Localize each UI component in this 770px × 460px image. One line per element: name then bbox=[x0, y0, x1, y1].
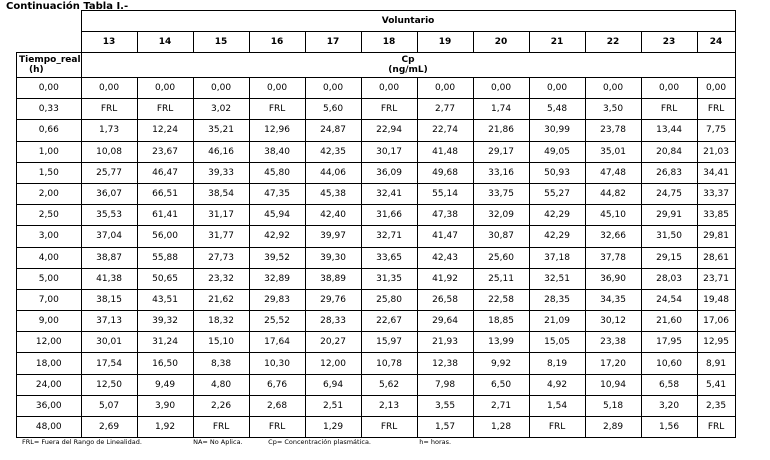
value-cell: 34,35 bbox=[585, 289, 641, 310]
value-cell: 66,51 bbox=[137, 183, 193, 204]
value-cell: 2,68 bbox=[249, 395, 305, 416]
value-cell: 37,04 bbox=[81, 226, 137, 247]
value-cell: 1,56 bbox=[641, 417, 697, 438]
time-cell: 0,33 bbox=[17, 99, 82, 120]
footnote-cp: Cp= Concentración plasmática. bbox=[268, 438, 372, 446]
table-row bbox=[17, 99, 736, 120]
value-cell: 6,50 bbox=[473, 374, 529, 395]
value-cell: 39,33 bbox=[193, 162, 249, 183]
value-cell: 45,94 bbox=[249, 205, 305, 226]
value-cell: 13,44 bbox=[641, 120, 697, 141]
value-cell: 30,17 bbox=[361, 141, 417, 162]
value-cell: 49,05 bbox=[529, 141, 585, 162]
value-cell: FRL bbox=[81, 99, 137, 120]
time-cell: 1,00 bbox=[17, 141, 82, 162]
table-row bbox=[17, 141, 736, 162]
value-cell: 10,30 bbox=[249, 353, 305, 374]
time-cell: 36,00 bbox=[17, 395, 82, 416]
value-cell: 0,00 bbox=[81, 78, 137, 99]
value-cell: 4,92 bbox=[529, 374, 585, 395]
value-cell: 29,83 bbox=[249, 289, 305, 310]
value-cell: 17,54 bbox=[81, 353, 137, 374]
value-cell: 55,27 bbox=[529, 183, 585, 204]
value-cell: 24,87 bbox=[305, 120, 361, 141]
value-cell: 23,32 bbox=[193, 268, 249, 289]
value-cell: 45,38 bbox=[305, 183, 361, 204]
value-cell: 10,94 bbox=[585, 374, 641, 395]
value-cell: 27,73 bbox=[193, 247, 249, 268]
value-cell: 42,35 bbox=[305, 141, 361, 162]
column-header: 13 bbox=[81, 32, 137, 53]
footnote-frl: FRL= Fuera del Rango de Linealidad. bbox=[22, 438, 142, 446]
table-caption: Continuación Tabla I.- bbox=[6, 1, 129, 12]
value-cell: 25,80 bbox=[361, 289, 417, 310]
value-cell: 47,38 bbox=[417, 205, 473, 226]
value-cell: 15,97 bbox=[361, 332, 417, 353]
table-row bbox=[17, 183, 736, 204]
value-cell: 0,00 bbox=[641, 78, 697, 99]
column-header: 19 bbox=[417, 32, 473, 53]
value-cell: 12,50 bbox=[81, 374, 137, 395]
value-cell: 0,00 bbox=[361, 78, 417, 99]
value-cell: 29,17 bbox=[473, 141, 529, 162]
value-cell: 12,00 bbox=[305, 353, 361, 374]
column-header: 14 bbox=[137, 32, 193, 53]
time-cell: 2,50 bbox=[17, 205, 82, 226]
value-cell: 39,32 bbox=[137, 311, 193, 332]
header-row-group bbox=[17, 11, 736, 32]
value-cell: 29,64 bbox=[417, 311, 473, 332]
value-cell: 17,95 bbox=[641, 332, 697, 353]
value-cell: 13,99 bbox=[473, 332, 529, 353]
value-cell: 36,09 bbox=[361, 162, 417, 183]
value-cell: FRL bbox=[137, 99, 193, 120]
value-cell: 32,41 bbox=[361, 183, 417, 204]
value-cell: 2,77 bbox=[417, 99, 473, 120]
value-cell: 41,48 bbox=[417, 141, 473, 162]
column-header: 16 bbox=[249, 32, 305, 53]
value-cell: 2,35 bbox=[697, 395, 735, 416]
value-cell: 2,89 bbox=[585, 417, 641, 438]
value-cell: 28,03 bbox=[641, 268, 697, 289]
table-row bbox=[17, 247, 736, 268]
value-cell: 29,81 bbox=[697, 226, 735, 247]
time-cell: 12,00 bbox=[17, 332, 82, 353]
value-cell: 23,38 bbox=[585, 332, 641, 353]
value-cell: 31,24 bbox=[137, 332, 193, 353]
time-cell: 0,66 bbox=[17, 120, 82, 141]
value-cell: 17,06 bbox=[697, 311, 735, 332]
value-cell: 15,05 bbox=[529, 332, 585, 353]
value-cell: 33,85 bbox=[697, 205, 735, 226]
value-cell: 42,29 bbox=[529, 205, 585, 226]
value-cell: 1,29 bbox=[305, 417, 361, 438]
value-cell: 8,91 bbox=[697, 353, 735, 374]
value-cell: 22,74 bbox=[417, 120, 473, 141]
value-cell: 9,49 bbox=[137, 374, 193, 395]
value-cell: 47,35 bbox=[249, 183, 305, 204]
value-cell: 0,00 bbox=[305, 78, 361, 99]
value-cell: 21,03 bbox=[697, 141, 735, 162]
value-cell: 33,16 bbox=[473, 162, 529, 183]
value-cell: 37,78 bbox=[585, 247, 641, 268]
value-cell: 49,68 bbox=[417, 162, 473, 183]
value-cell: 26,58 bbox=[417, 289, 473, 310]
value-cell: 41,92 bbox=[417, 268, 473, 289]
value-cell: 16,50 bbox=[137, 353, 193, 374]
value-cell: 0,00 bbox=[697, 78, 735, 99]
value-cell: 31,50 bbox=[641, 226, 697, 247]
value-cell: 50,93 bbox=[529, 162, 585, 183]
value-cell: FRL bbox=[641, 99, 697, 120]
value-cell: 32,71 bbox=[361, 226, 417, 247]
value-cell: 21,93 bbox=[417, 332, 473, 353]
value-cell: 29,91 bbox=[641, 205, 697, 226]
value-cell: 21,62 bbox=[193, 289, 249, 310]
value-cell: 19,48 bbox=[697, 289, 735, 310]
value-cell: 31,66 bbox=[361, 205, 417, 226]
value-cell: 39,97 bbox=[305, 226, 361, 247]
value-cell: 0,00 bbox=[473, 78, 529, 99]
value-cell: FRL bbox=[249, 99, 305, 120]
table-row bbox=[17, 205, 736, 226]
value-cell: 38,15 bbox=[81, 289, 137, 310]
value-cell: 28,33 bbox=[305, 311, 361, 332]
value-cell: 22,67 bbox=[361, 311, 417, 332]
time-cell: 9,00 bbox=[17, 311, 82, 332]
value-cell: 10,60 bbox=[641, 353, 697, 374]
value-cell: 17,64 bbox=[249, 332, 305, 353]
value-cell: 55,14 bbox=[417, 183, 473, 204]
value-cell: 7,75 bbox=[697, 120, 735, 141]
value-cell: 35,01 bbox=[585, 141, 641, 162]
value-cell: 5,07 bbox=[81, 395, 137, 416]
value-cell: 9,92 bbox=[473, 353, 529, 374]
column-header: 15 bbox=[193, 32, 249, 53]
value-cell: 42,43 bbox=[417, 247, 473, 268]
value-cell: 24,75 bbox=[641, 183, 697, 204]
value-cell: 12,96 bbox=[249, 120, 305, 141]
time-cell: 0,00 bbox=[17, 78, 82, 99]
value-cell: 35,21 bbox=[193, 120, 249, 141]
value-cell: 0,00 bbox=[137, 78, 193, 99]
value-cell: FRL bbox=[249, 417, 305, 438]
value-cell: 8,19 bbox=[529, 353, 585, 374]
value-cell: 22,58 bbox=[473, 289, 529, 310]
value-cell: 21,09 bbox=[529, 311, 585, 332]
value-cell: 31,17 bbox=[193, 205, 249, 226]
value-cell: 6,58 bbox=[641, 374, 697, 395]
value-cell: 3,02 bbox=[193, 99, 249, 120]
value-cell: 2,26 bbox=[193, 395, 249, 416]
value-cell: 3,20 bbox=[641, 395, 697, 416]
table-row bbox=[17, 353, 736, 374]
table-row bbox=[17, 226, 736, 247]
value-cell: 2,13 bbox=[361, 395, 417, 416]
value-cell: 31,77 bbox=[193, 226, 249, 247]
header-row-columns bbox=[17, 32, 736, 53]
value-cell: 5,60 bbox=[305, 99, 361, 120]
value-cell: 42,92 bbox=[249, 226, 305, 247]
value-cell: 33,75 bbox=[473, 183, 529, 204]
value-cell: 1,28 bbox=[473, 417, 529, 438]
value-cell: 5,18 bbox=[585, 395, 641, 416]
table-row bbox=[17, 311, 736, 332]
value-cell: 0,00 bbox=[417, 78, 473, 99]
value-cell: 32,51 bbox=[529, 268, 585, 289]
table-row bbox=[17, 332, 736, 353]
value-cell: 38,89 bbox=[305, 268, 361, 289]
value-cell: 41,47 bbox=[417, 226, 473, 247]
value-cell: 33,37 bbox=[697, 183, 735, 204]
value-cell: 25,52 bbox=[249, 311, 305, 332]
value-cell: 30,12 bbox=[585, 311, 641, 332]
value-cell: 38,40 bbox=[249, 141, 305, 162]
value-cell: 10,78 bbox=[361, 353, 417, 374]
value-cell: 61,41 bbox=[137, 205, 193, 226]
value-cell: 7,98 bbox=[417, 374, 473, 395]
column-header: 20 bbox=[473, 32, 529, 53]
header-row-units bbox=[17, 53, 736, 78]
value-cell: 17,20 bbox=[585, 353, 641, 374]
value-cell: 23,71 bbox=[697, 268, 735, 289]
value-cell: 31,35 bbox=[361, 268, 417, 289]
value-cell: 36,07 bbox=[81, 183, 137, 204]
time-cell: 3,00 bbox=[17, 226, 82, 247]
value-cell: 44,82 bbox=[585, 183, 641, 204]
table-row bbox=[17, 162, 736, 183]
value-cell: 38,54 bbox=[193, 183, 249, 204]
column-header: 22 bbox=[585, 32, 641, 53]
value-cell: 6,94 bbox=[305, 374, 361, 395]
value-cell: 41,38 bbox=[81, 268, 137, 289]
time-cell: 18,00 bbox=[17, 353, 82, 374]
table-row bbox=[17, 395, 736, 416]
table-row bbox=[17, 417, 736, 438]
table-row bbox=[17, 268, 736, 289]
value-cell: 29,15 bbox=[641, 247, 697, 268]
value-cell: 21,86 bbox=[473, 120, 529, 141]
value-cell: 1,54 bbox=[529, 395, 585, 416]
value-cell: 42,29 bbox=[529, 226, 585, 247]
value-cell: 26,83 bbox=[641, 162, 697, 183]
table-row bbox=[17, 78, 736, 99]
footnote-na: NA= No Aplica. bbox=[193, 438, 243, 446]
value-cell: 1,73 bbox=[81, 120, 137, 141]
voluntario-header: Voluntario bbox=[81, 11, 735, 32]
value-cell: FRL bbox=[697, 417, 735, 438]
value-cell: 50,65 bbox=[137, 268, 193, 289]
value-cell: 3,55 bbox=[417, 395, 473, 416]
value-cell: 32,66 bbox=[585, 226, 641, 247]
value-cell: 47,48 bbox=[585, 162, 641, 183]
footnote-h: h= horas. bbox=[419, 438, 452, 446]
value-cell: 1,74 bbox=[473, 99, 529, 120]
value-cell: 0,00 bbox=[193, 78, 249, 99]
cp-header: Cp (ng/mL) bbox=[81, 53, 735, 78]
value-cell: 6,76 bbox=[249, 374, 305, 395]
value-cell: 12,24 bbox=[137, 120, 193, 141]
value-cell: 0,00 bbox=[585, 78, 641, 99]
value-cell: 46,16 bbox=[193, 141, 249, 162]
value-cell: 18,32 bbox=[193, 311, 249, 332]
value-cell: 3,50 bbox=[585, 99, 641, 120]
value-cell: 46,47 bbox=[137, 162, 193, 183]
time-cell: 7,00 bbox=[17, 289, 82, 310]
time-cell: 2,00 bbox=[17, 183, 82, 204]
value-cell: FRL bbox=[361, 417, 417, 438]
value-cell: 25,60 bbox=[473, 247, 529, 268]
value-cell: 4,80 bbox=[193, 374, 249, 395]
value-cell: 30,01 bbox=[81, 332, 137, 353]
value-cell: 25,77 bbox=[81, 162, 137, 183]
value-cell: 1,92 bbox=[137, 417, 193, 438]
value-cell: 2,71 bbox=[473, 395, 529, 416]
value-cell: 5,48 bbox=[529, 99, 585, 120]
value-cell: 5,41 bbox=[697, 374, 735, 395]
table-row bbox=[17, 374, 736, 395]
value-cell: 5,62 bbox=[361, 374, 417, 395]
value-cell: 21,60 bbox=[641, 311, 697, 332]
value-cell: 0,00 bbox=[249, 78, 305, 99]
value-cell: 10,08 bbox=[81, 141, 137, 162]
value-cell: 28,35 bbox=[529, 289, 585, 310]
value-cell: 8,38 bbox=[193, 353, 249, 374]
value-cell: 23,67 bbox=[137, 141, 193, 162]
value-cell: 43,51 bbox=[137, 289, 193, 310]
time-cell: 5,00 bbox=[17, 268, 82, 289]
value-cell: 45,10 bbox=[585, 205, 641, 226]
value-cell: 45,80 bbox=[249, 162, 305, 183]
column-header: 18 bbox=[361, 32, 417, 53]
column-header: 23 bbox=[641, 32, 697, 53]
table-row bbox=[17, 120, 736, 141]
value-cell: 39,52 bbox=[249, 247, 305, 268]
value-cell: 56,00 bbox=[137, 226, 193, 247]
value-cell: 2,51 bbox=[305, 395, 361, 416]
value-cell: 20,27 bbox=[305, 332, 361, 353]
value-cell: 29,76 bbox=[305, 289, 361, 310]
value-cell: 22,94 bbox=[361, 120, 417, 141]
value-cell: 32,89 bbox=[249, 268, 305, 289]
value-cell: 23,78 bbox=[585, 120, 641, 141]
table-footnotes bbox=[22, 438, 451, 446]
column-header: 17 bbox=[305, 32, 361, 53]
column-header: 24 bbox=[697, 32, 735, 53]
value-cell: 2,69 bbox=[81, 417, 137, 438]
value-cell: 20,84 bbox=[641, 141, 697, 162]
value-cell: 42,40 bbox=[305, 205, 361, 226]
value-cell: 37,13 bbox=[81, 311, 137, 332]
value-cell: 18,85 bbox=[473, 311, 529, 332]
value-cell: 28,61 bbox=[697, 247, 735, 268]
time-cell: 1,50 bbox=[17, 162, 82, 183]
value-cell: 38,87 bbox=[81, 247, 137, 268]
value-cell: 34,41 bbox=[697, 162, 735, 183]
table-row bbox=[17, 289, 736, 310]
time-cell: 48,00 bbox=[17, 417, 82, 438]
value-cell: 33,65 bbox=[361, 247, 417, 268]
value-cell: 15,10 bbox=[193, 332, 249, 353]
value-cell: FRL bbox=[529, 417, 585, 438]
value-cell: 24,54 bbox=[641, 289, 697, 310]
value-cell: 35,53 bbox=[81, 205, 137, 226]
column-header: 21 bbox=[529, 32, 585, 53]
value-cell: 39,30 bbox=[305, 247, 361, 268]
value-cell: FRL bbox=[193, 417, 249, 438]
value-cell: 12,95 bbox=[697, 332, 735, 353]
time-header: Tiempo_real (h) bbox=[17, 53, 82, 78]
value-cell: 3,90 bbox=[137, 395, 193, 416]
time-cell: 4,00 bbox=[17, 247, 82, 268]
concentration-table bbox=[16, 10, 736, 438]
time-cell: 24,00 bbox=[17, 374, 82, 395]
value-cell: FRL bbox=[361, 99, 417, 120]
value-cell: 37,18 bbox=[529, 247, 585, 268]
value-cell: 0,00 bbox=[529, 78, 585, 99]
value-cell: 44,06 bbox=[305, 162, 361, 183]
value-cell: 30,99 bbox=[529, 120, 585, 141]
value-cell: 32,09 bbox=[473, 205, 529, 226]
value-cell: 25,11 bbox=[473, 268, 529, 289]
value-cell: 12,38 bbox=[417, 353, 473, 374]
value-cell: 36,90 bbox=[585, 268, 641, 289]
value-cell: 30,87 bbox=[473, 226, 529, 247]
value-cell: 55,88 bbox=[137, 247, 193, 268]
value-cell: FRL bbox=[697, 99, 735, 120]
value-cell: 1,57 bbox=[417, 417, 473, 438]
